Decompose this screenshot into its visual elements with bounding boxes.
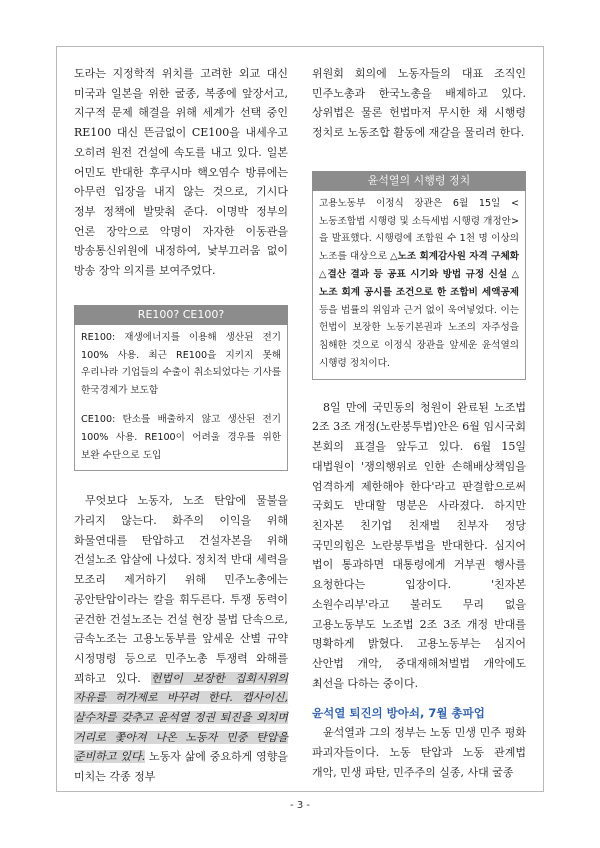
left-paragraph-2 (74, 491, 288, 787)
decree-text-post: 등을 법률의 위임과 근거 없이 욱여넣었다. 이는 헌법이 보장한 노동기본권과 노조의 자주성을 침해한 것으로 이정식 장관을 앞세운 윤석열의 시행령 정치이다. (319, 304, 519, 369)
section-heading: 윤석열 퇴진의 방아쇠, 7월 총파업 (312, 706, 485, 721)
ce100-item: CE100: 탄소를 배출하지 않고 생산된 전기 100% 사용. RE100이 어려울 경우를 위한 보완 수단으로 도입 (81, 413, 281, 461)
decree-box (312, 171, 526, 380)
decree-text-bold: △노조 회계감사원 자격 구체화 △결산 결과 등 공표 시기와 방법 규정 신설 △노조 회계 공시를 조건으로 한 조합비 세액공제 (319, 251, 519, 298)
left-column (74, 64, 288, 787)
left-paragraph-2-tail: 노동자 삶에 중요하게 영향을 미치는 각종 정부 (74, 750, 289, 784)
right-paragraph-2: 8일 만에 국민동의 청원이 완료된 노조법 2조 3조 개정(노란봉투법)안은 6월 임시국회 본회의 표결을 앞두고 있다. 6월 15일 대법원이 '쟁의행위로 인한 손해배상책임을 엄격하게 제한해야 한다'라고 판결함으로써 국회도 반대할 명분은 사라졌다. 하지만 친자본 친기업 친재벌 친부자 정당 국민의힘은 노란봉투법을 반대한다. 심지어 법이 통과하면 대통령에게 거부권 행사를 요청한다는 입장이다. '친자본 소원수리부'라고 불러도 무리 없을 고용노동부도 노조법 2조 3조 개정 반대를 명확하게 밝혔다. 고용노동부는 심지어 산안법 개악, 중대재해처벌법 개악에도 최선을 다하는 중이다. (312, 400, 526, 690)
re100-box-title: RE100? CE100? (74, 305, 288, 325)
right-paragraph-1: 위원회 회의에 노동자들의 대표 조직인 민주노총과 한국노총을 배제하고 있다. 상위법은 물론 헌법마저 무시한 채 시행령 정치로 노동조합 활동에 재갈을 물리려 한다. (312, 67, 526, 140)
re100-box (74, 305, 288, 472)
left-paragraph-2-text: 무엇보다 노동자, 노조 탄압에 물불을 가리지 않는다. 화주의 이익을 위해 화물연대를 탄압하고 건설자본을 위해 건설노조 압살에 나섰다. 정치적 반대 세력을 모조리 제거하기 위해 민주노총에는 공안탄압이라는 칼을 휘두른다. 투쟁 동력이 굳건한 건설노조는 건설 현장 불법 단속으로, 금속노조는 고용노동부를 앞세운 산별 규약 시정명령 등으로 민주노총 투쟁력 와해를 꾀하고 있다. (74, 494, 288, 685)
re100-box-body (74, 325, 288, 472)
re100-item: RE100: 재생에너지를 이용해 생산된 전기 100% 사용. 최근 RE100을 지키지 못해 우리나라 기업들의 수출이 취소되었다는 기사를 한국경제가 보도함 (81, 331, 281, 397)
right-column (312, 64, 526, 782)
right-paragraph-3: 윤석열과 그의 정부는 노동 민생 민주 평화 파괴자들이다. 노동 탄압과 노동 관계법 개악, 민생 파탄, 민주주의 실종, 사대 굴종 (312, 726, 526, 779)
decree-text-pre: 고용노동부 이정식 장관은 6월 15일 <노동조합법 시행령 및 소득세법 시행령 개정안>을 발표했다. 시행령에 조합원 수 1천 명 이상의 노조를 대상으로 (319, 197, 519, 263)
highlighted-passage: 헌법이 보장한 집회시위의 자유를 허가제로 바꾸려 한다. 캡사이신, 살수차를 갖추고 윤석열 정권 퇴진을 외치며 거리로 쫓아져 나온 노동자 민중 탄압을 준비하고 있다. (74, 671, 288, 764)
left-paragraph-1: 도라는 지정학적 위치를 고려한 외교 대신 미국과 일본을 위한 굴종, 복종에 앞장서고, 지구적 문제 해결을 위해 세계가 선택 중인 RE100 대신 뜬금없이 CE100을 내세우고 오히려 원전 건설에 속도를 내고 있다. 일본 어민도 반대한 후쿠시마 핵오염수 방류에는 아무런 입장을 내지 않는 것으로, 기시다 정부 정책에 발맞춰 준다. 이명박 정부의 언론 장악으로 악명이 자자한 이동관을 방송통신위원에 내정하여, 낯부끄러움 없이 방송 장악 의지를 보여주었다. (74, 67, 288, 278)
decree-box-title: 윤석열의 시행령 정치 (312, 171, 526, 191)
decree-box-text (319, 195, 519, 373)
decree-box-body (312, 191, 526, 380)
page-number: - 3 - (290, 800, 310, 811)
